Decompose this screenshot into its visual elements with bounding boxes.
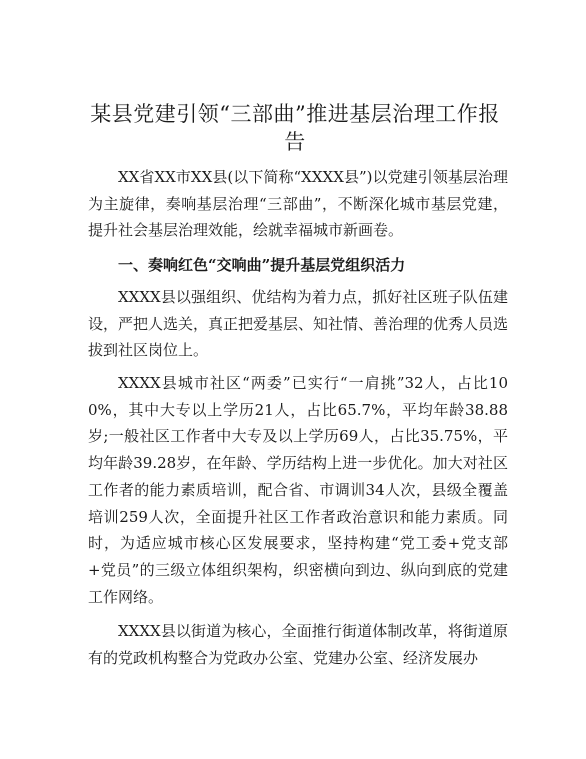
section-heading: 一、奏响红色“交响曲”提升基层党组织活力 [118, 256, 406, 274]
body-paragraph-2: XXXX县城市社区“两委”已实行“一肩挑”32人，占比100%，其中大专以上学历21人，占比65.7%，平均年龄38.88岁;一般社区工作者中大专及以上学历69人，占比35.75%，平均年龄39.28岁，在年龄、学历结构上进一步优化。加大对社区工作者的能力素质培训，配合省、市调训34人次，县级全覆盖培训259人次，全面提升社区工作者政治意识和能力素质。同时，为适应城市核心区发展要求，坚持构建“党工委+党支部+党员”的三级立体组织架构，织密横向到边、纵向到底的党建工作网络。 [88, 374, 508, 606]
document-title: 某县党建引领“三部曲”推进基层治理工作报告 [90, 102, 500, 154]
body-paragraph-3: XXXX县以街道为核心，全面推行街道体制改革，将街道原有的党政机构整合为党政办公室、党建办公室、经济发展办 [88, 622, 508, 667]
intro-paragraph: XX省XX市XX县(以下简称“XXXX县”)以党建引领基层治理为主旋律，奏响基层治理“三部曲”，不断深化城市基层党建，提升社会基层治理效能，绘就幸福城市新画卷。 [88, 168, 508, 240]
body-paragraph-1: XXXX县以强组织、优结构为着力点，抓好社区班子队伍建设，严把人选关，真正把爱基层、知社情、善治理的优秀人员选拔到社区岗位上。 [88, 288, 509, 360]
